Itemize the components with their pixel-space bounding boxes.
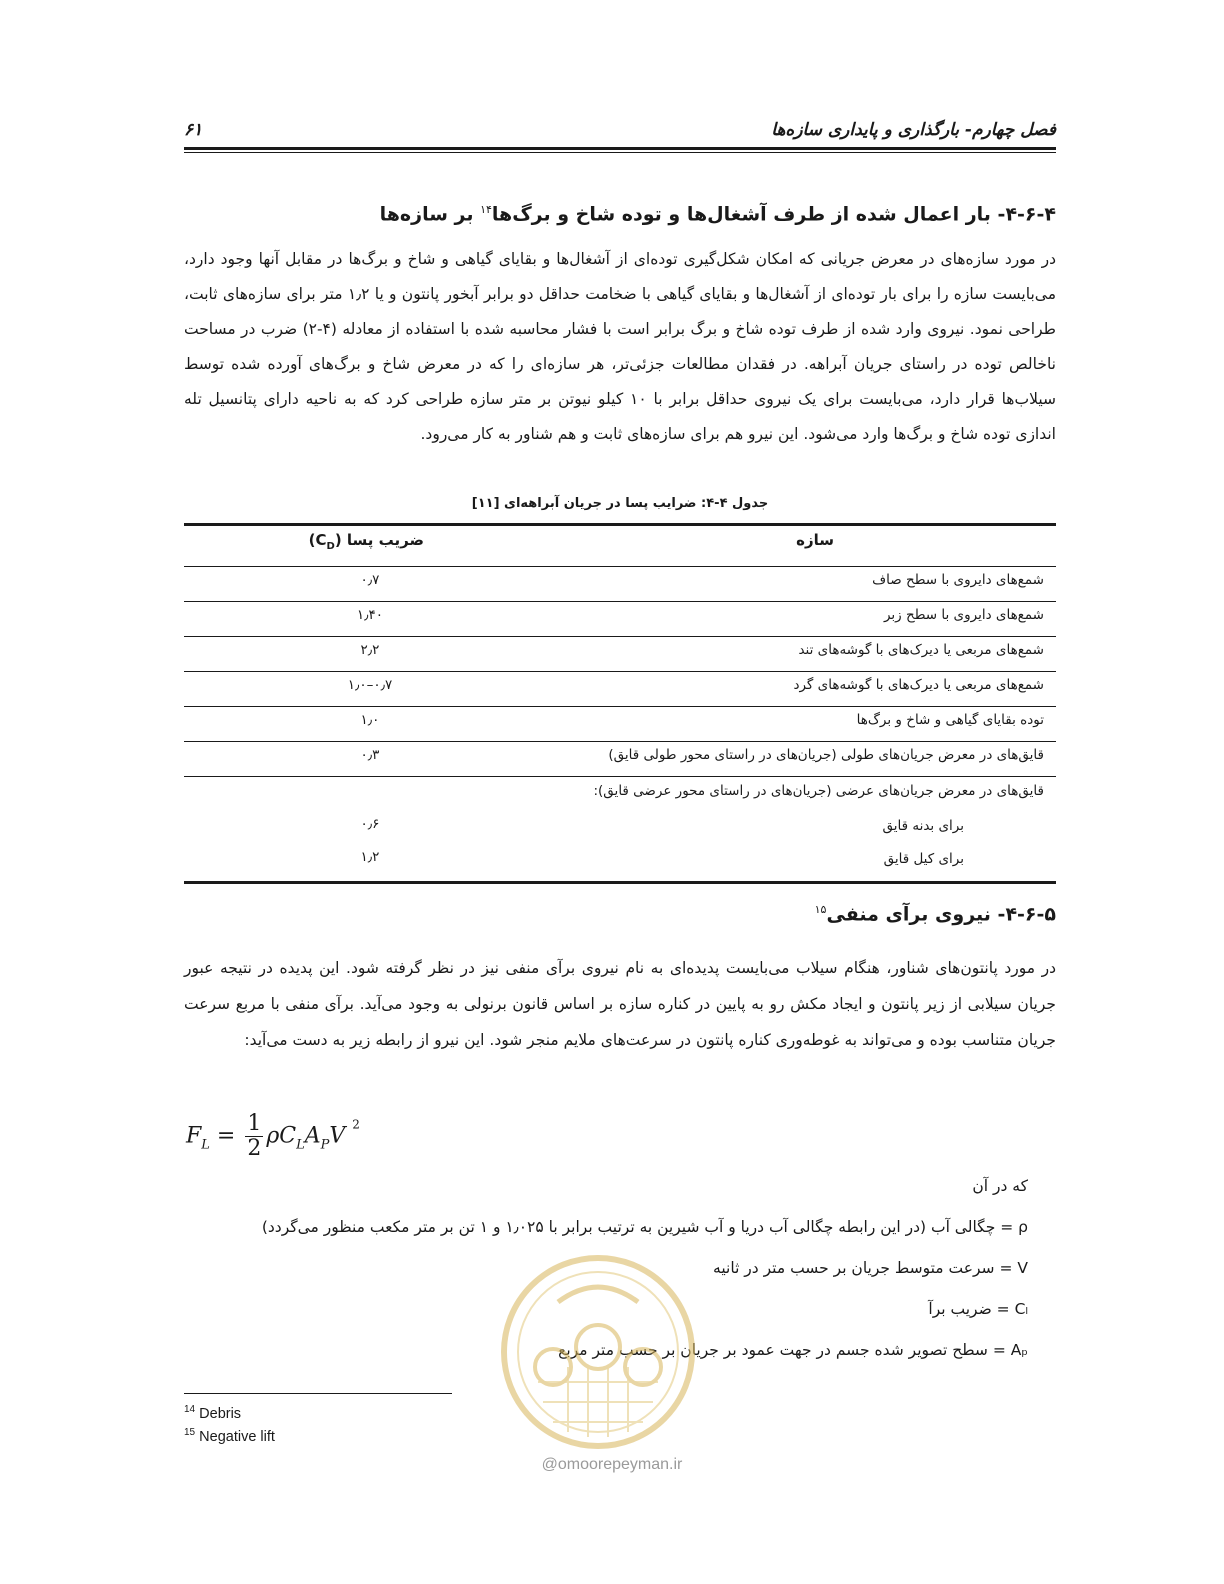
formula-a: A [304, 1123, 321, 1149]
table-cell-value: ۱٫۴۰ [356, 607, 384, 623]
page-number: ۶۱ [184, 120, 203, 140]
formula-equals: = [209, 1123, 236, 1149]
table-row-rule [184, 671, 1056, 672]
definition-ap: Aₚ = سطح تصویر شده جسم در جهت عمود بر جریان بر حسب متر مربع [558, 1341, 1028, 1359]
table-row-rule [184, 706, 1056, 707]
definitions-intro: که در آن [972, 1177, 1028, 1195]
table-cell-structure: قایق‌های در معرض جریان‌های عرضی (جریان‌های در راستای محور عرضی قایق): [593, 783, 1044, 799]
formula-rho-c: ρC [266, 1123, 297, 1149]
section-heading-text: ۴-۶-۵- نیروی برآی منفی [826, 903, 1056, 926]
coef-sub: D [326, 541, 335, 552]
table-row-rule [184, 601, 1056, 602]
footnote-15 [184, 1427, 275, 1445]
definition-rho: ρ = چگالی آب (در این رابطه چگالی آب دریا و آب شیرین به ترتیب برابر با ۱٫۰۲۵ و ۱ تن بر متر مکعب منظور می‌گردد) [261, 1218, 1028, 1236]
section-heading-tail: بر سازه‌ها [379, 203, 481, 226]
footnote-number: 15 [184, 1427, 196, 1438]
definition-cl: Cₗ = ضریب برآ [928, 1300, 1028, 1318]
section-heading-negative-lift [815, 903, 1056, 925]
footnote-text: Negative lift [195, 1428, 275, 1445]
footnote-ref-15: ۱۵ [814, 903, 827, 916]
chapter-title: فصل چهارم- بارگذاری و پایداری سازه‌ها [771, 120, 1056, 140]
table-row-rule [184, 636, 1056, 637]
table-cell-structure: شمع‌های مربعی یا دیرک‌های با گوشه‌های گرد [793, 677, 1044, 693]
table-row-rule [184, 776, 1056, 777]
footnote-14 [184, 1404, 241, 1422]
table-caption: جدول ۴-۴: ضرایب پسا در جریان آبراهه‌ای [۱۱] [471, 496, 769, 511]
table-cell-structure-sub: برای کیل قایق [883, 851, 964, 867]
table-cell-structure-sub: برای بدنه قایق [882, 818, 964, 834]
table-bottom-rule [184, 881, 1056, 884]
fraction-numerator: 1 [247, 1111, 262, 1136]
paragraph-negative-lift: در مورد پانتون‌های شناور، هنگام سیلاب می‌بایست پدیده‌ای به نام نیروی برآی منفی نیز در نظر گرفته شود. این پدیده در نتیجه عبور جریان سیلابی از زیر پانتون و ایجاد مکش رو به پایین در کناره سازه بر اساس قانون برنولی به وجود می‌آید. برآی منفی با مربع سرعت جریان متناسب بوده و می‌تواند به غوطه‌وری کناره پانتون در سرعت‌های ملایم منجر شود. این نیرو از رابطه زیر به دست می‌آید: [184, 959, 1056, 1049]
table-cell-structure: قایق‌های در معرض جریان‌های طولی (جریان‌های در راستای محور طولی قایق) [608, 747, 1044, 763]
table-cell-structure: شمع‌های مربعی یا دیرک‌های با گوشه‌های تند [798, 642, 1044, 658]
table-cell-value: ۲٫۲ [360, 642, 380, 658]
table-cell-value: ۱٫۰ [360, 712, 380, 728]
formula-f: F [186, 1123, 202, 1149]
table-cell-value: ۰٫۷–۱٫۰ [347, 677, 393, 693]
watermark-logo [498, 1252, 698, 1452]
coef-end: ) [308, 531, 316, 549]
table-cell-value: ۰٫۷ [360, 572, 380, 588]
formula-f-sub: L [201, 1137, 210, 1153]
table-cell-value: ۰٫۳ [360, 747, 380, 763]
section-heading-debris [380, 203, 1056, 225]
coef-label: ضریب پسا (C [315, 531, 424, 549]
paragraph-debris: در مورد سازه‌های در معرض جریانی که امکان شکل‌گیری توده‌ای از آشغال‌ها و بقایای گیاهی و شاخ و برگ‌ها در مقابل آنها وجود دارد، می‌بایست سازه را برای بار توده‌ای از آشغال‌ها و بقایای گیاهی با ضخامت حداقل دو برابر آبخور پانتون و یا ۱٫۲ متر برای سازه‌های ثابت، طراحی نمود. نیروی وارد شده از طرف توده شاخ و برگ برابر است با فشار محاسبه شده با استفاده از معادله (۴-۲) ضرب در مساحت ناخالص توده در راستای جریان آبراهه. در فقدان مطالعات جزئی‌تر، هر سازه‌ای را که در معرض شاخ و برگ‌های آورده شده توسط سیلاب‌ها قرار دارد، می‌بایست برای یک نیروی حداقل برابر با ۱۰ کیلو نیوتن بر متر سازه طراحی کرد که به ناحیه دارای پتانسیل تله اندازی توده شاخ و برگ‌ها وارد می‌شود. این نیرو هم برای سازه‌های ثابت و هم شناور به کار می‌رود. [184, 250, 1057, 443]
header-rule-thick [184, 147, 1056, 150]
formula-exponent: 2 [352, 1117, 360, 1132]
table-cell-structure: شمع‌های دایروی با سطح صاف [872, 572, 1044, 588]
footnote-text: Debris [195, 1405, 242, 1422]
table-top-rule [184, 523, 1056, 526]
table-header-rule [184, 566, 1056, 567]
footnote-ref-14: ۱۴ [480, 203, 492, 216]
table-cell-value: ۰٫۶ [360, 816, 380, 832]
table-cell-structure: توده بقایای گیاهی و شاخ و برگ‌ها [856, 712, 1044, 728]
header-rule-thin [184, 152, 1056, 153]
formula-v: V [329, 1123, 346, 1149]
table-row-rule [184, 741, 1056, 742]
fraction-denominator: 2 [247, 1136, 262, 1161]
footnote-number: 14 [184, 1404, 196, 1415]
table-cell-structure: شمع‌های دایروی با سطح زبر [883, 607, 1044, 623]
formula-fraction [245, 1112, 263, 1161]
watermark-site: @omoorepeyman.ir [541, 1456, 683, 1473]
table-header-structure: سازه [796, 531, 834, 549]
formula-ap-sub: P [320, 1137, 330, 1153]
formula-cl-sub: L [296, 1137, 305, 1153]
definition-v: V = سرعت متوسط جریان بر حسب متر در ثانیه [713, 1259, 1028, 1277]
section-heading-text: ۴-۶-۴- بار اعمال شده از طرف آشغال‌ها و توده شاخ و برگ‌ها [491, 203, 1056, 226]
table-cell-value: ۱٫۲ [360, 849, 380, 865]
table-header-coefficient [309, 531, 424, 552]
page-header [184, 118, 1056, 144]
footnote-rule [184, 1393, 452, 1394]
lift-formula [186, 1112, 360, 1161]
